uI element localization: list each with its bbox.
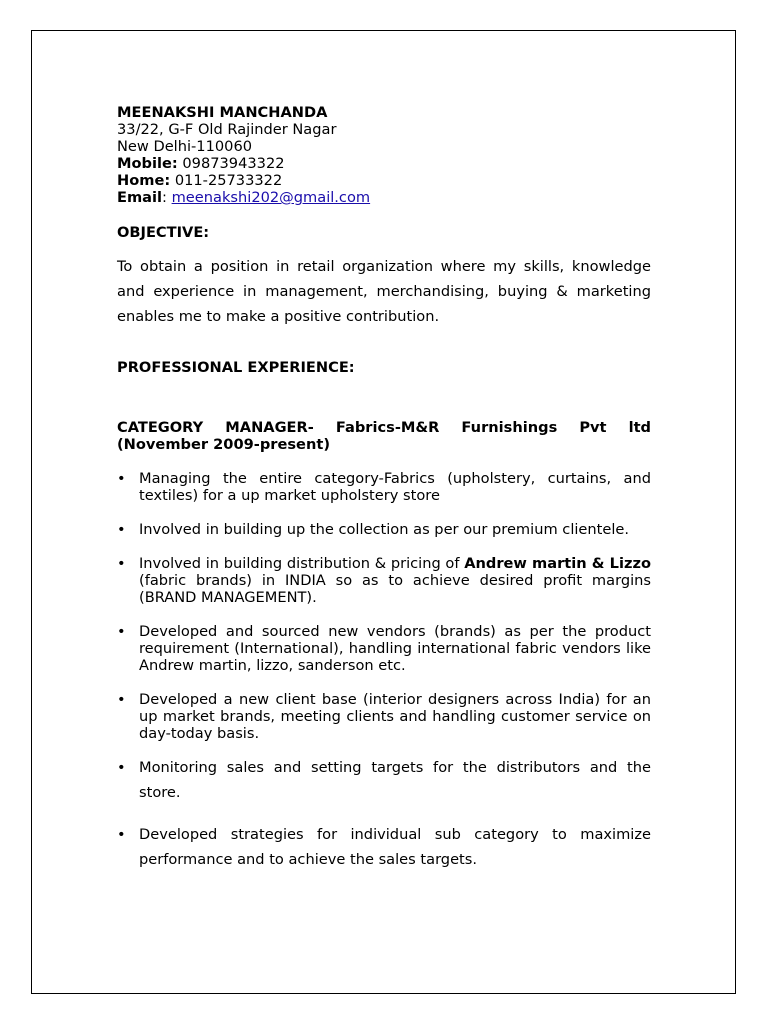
objective-text: To obtain a position in retail organization where my skills, knowledge and experience in management, merchandising, buying & marketing enables me to make a positive contribution. bbox=[117, 258, 651, 325]
mobile-label: Mobile: bbox=[117, 155, 178, 172]
address-line-2: New Delhi-110060 bbox=[117, 138, 253, 155]
list-item bbox=[117, 822, 651, 872]
list-item bbox=[117, 521, 651, 538]
address-line-1: 33/22, G-F Old Rajinder Nagar bbox=[117, 121, 337, 138]
mobile-value: 09873943322 bbox=[177, 155, 285, 172]
email-label: Email bbox=[117, 189, 163, 206]
email-separator: : bbox=[162, 189, 172, 206]
list-item-text: Monitoring sales and setting targets for the distributors and the store. bbox=[139, 759, 651, 801]
list-item bbox=[117, 470, 651, 504]
objective-heading: OBJECTIVE: bbox=[117, 224, 210, 241]
list-item bbox=[117, 755, 651, 805]
experience-heading: PROFESSIONAL EXPERIENCE: bbox=[117, 359, 355, 376]
role-title: CATEGORY MANAGER- Fabrics-M&R Furnishings Pvt ltd (November 2009-present) bbox=[117, 419, 651, 453]
bullet-icon: • bbox=[117, 691, 126, 708]
home-value: 011-25733322 bbox=[170, 172, 283, 189]
bullet-icon: • bbox=[117, 759, 126, 776]
list-item bbox=[117, 555, 651, 606]
email-link[interactable]: meenakshi202@gmail.com bbox=[171, 189, 371, 206]
resume-content bbox=[117, 104, 651, 872]
list-item bbox=[117, 691, 651, 742]
bullet-icon: • bbox=[117, 623, 126, 640]
list-item-text: Developed strategies for individual sub category to maximize performance and to achieve the sales targets. bbox=[139, 826, 651, 868]
email-line bbox=[117, 189, 651, 206]
list-item-text-after: (fabric brands) in INDIA so as to achieve desired profit margins (BRAND MANAGEMENT). bbox=[139, 572, 651, 606]
bullet-icon: • bbox=[117, 521, 126, 538]
list-item bbox=[117, 623, 651, 674]
bullet-icon: • bbox=[117, 470, 126, 487]
home-line bbox=[117, 172, 651, 189]
brand-names: Andrew martin & Lizzo bbox=[464, 555, 651, 572]
list-item-text: Managing the entire category-Fabrics (upholstery, curtains, and textiles) for a up market upholstery store bbox=[139, 470, 651, 504]
list-item-text-before: Involved in building distribution & pricing of bbox=[139, 555, 465, 572]
bullet-icon: • bbox=[117, 555, 126, 572]
list-item-text: Involved in building up the collection as per our premium clientele. bbox=[139, 521, 630, 538]
mobile-line bbox=[117, 155, 651, 172]
home-label: Home: bbox=[117, 172, 171, 189]
candidate-name: MEENAKSHI MANCHANDA bbox=[117, 104, 328, 121]
bullet-icon: • bbox=[117, 826, 126, 843]
list-item-text: Developed and sourced new vendors (brands) as per the product requirement (International), handling international fabric vendors like Andrew martin, lizzo, sanderson etc. bbox=[139, 623, 651, 674]
list-item-text: Developed a new client base (interior designers across India) for an up market brands, meeting clients and handling customer service on day-today basis. bbox=[139, 691, 651, 742]
